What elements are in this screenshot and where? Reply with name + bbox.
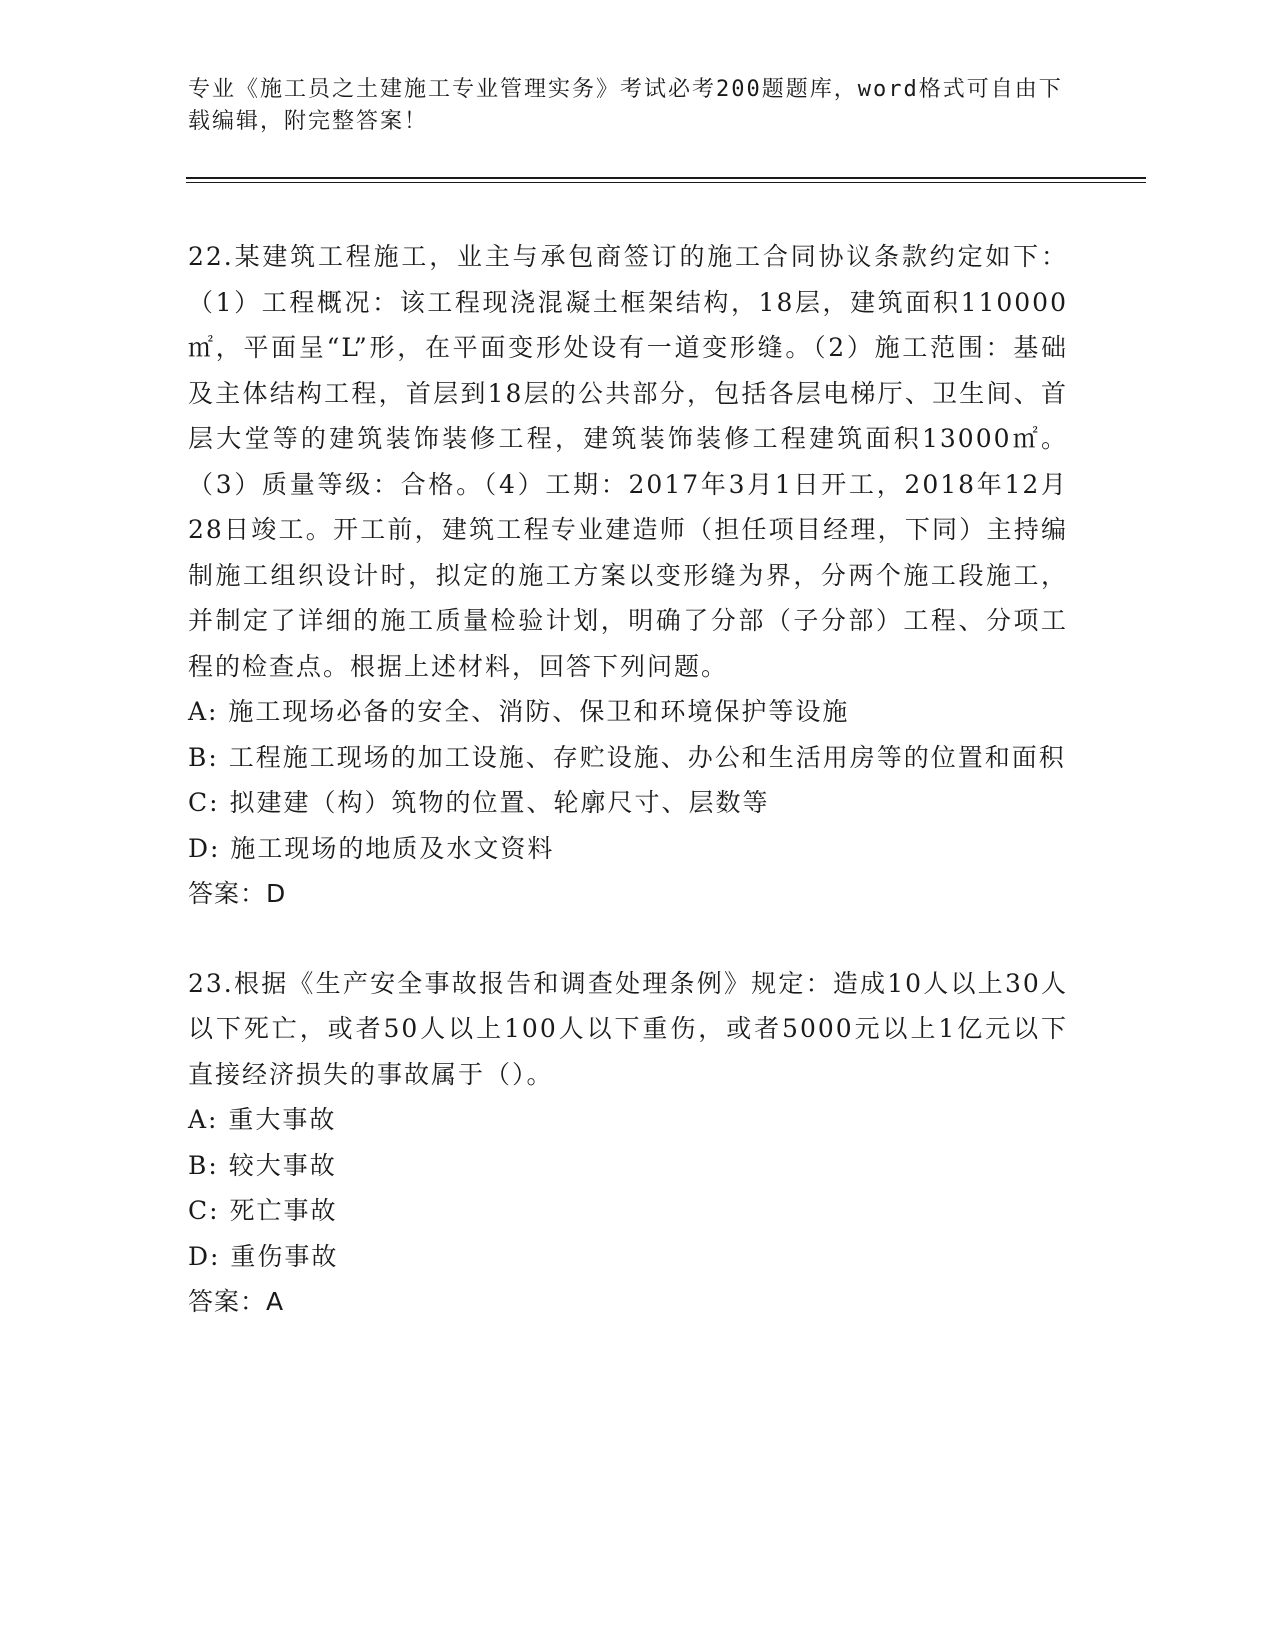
question-list bbox=[188, 234, 1068, 1325]
option-a: A: 重大事故 bbox=[188, 1105, 337, 1134]
option-c: C: 死亡事故 bbox=[188, 1196, 338, 1225]
question-22 bbox=[188, 234, 1068, 917]
option-d: D: 施工现场的地质及水文资料 bbox=[188, 833, 555, 863]
answer: 答案：D bbox=[188, 879, 287, 908]
answer: 答案：A bbox=[188, 1287, 285, 1316]
question-spacer bbox=[188, 917, 1068, 961]
question-stem: 23.根据《生产安全事故报告和调查处理条例》规定：造成10人以上30人以下死亡，或者50人以上100人以下重伤，或者5000元以上1亿元以下直接经济损失的事故属于（）。 bbox=[188, 968, 1068, 1089]
option-b: B: 工程施工现场的加工设施、存贮设施、办公和生活用房等的位置和面积 bbox=[188, 742, 1066, 772]
option-a: A: 施工现场必备的安全、消防、保卫和环境保护等设施 bbox=[188, 697, 850, 726]
question-23 bbox=[188, 961, 1068, 1325]
header-divider-thick bbox=[186, 177, 1146, 179]
option-b: B: 较大事故 bbox=[188, 1150, 337, 1180]
document-header: 专业《施工员之土建施工专业管理实务》考试必考200题题库，word格式可自由下载编辑，附完整答案！ bbox=[188, 77, 1063, 134]
option-c: C: 拟建建（构）筑物的位置、轮廓尺寸、层数等 bbox=[188, 788, 770, 817]
header-divider-thin bbox=[186, 182, 1146, 183]
question-stem: 22.某建筑工程施工，业主与承包商签订的施工合同协议条款约定如下：（1）工程概况：该工程现浇混凝土框架结构，18层，建筑面积110000㎡，平面呈“L”形，在平面变形处设有一道变形缝。（2）施工范围：基础及主体结构工程，首层到18层的公共部分，包括各层电梯厅、卫生间、首层大堂等的建筑装饰装修工程，建筑装饰装修工程建筑面积13000㎡。（3）质量等级：合格。（4）工期：2017年3月1日开工，2018年12月28日竣工。开工前，建筑工程专业建造师（担任项目经理，下同）主持编制施工组织设计时，拟定的施工方案以变形缝为界，分两个施工段施工，并制定了详细的施工质量检验计划，明确了分部（子分部）工程、分项工程的检查点。根据上述材料，回答下列问题。 bbox=[188, 242, 1068, 681]
option-d: D: 重伤事故 bbox=[188, 1241, 339, 1271]
